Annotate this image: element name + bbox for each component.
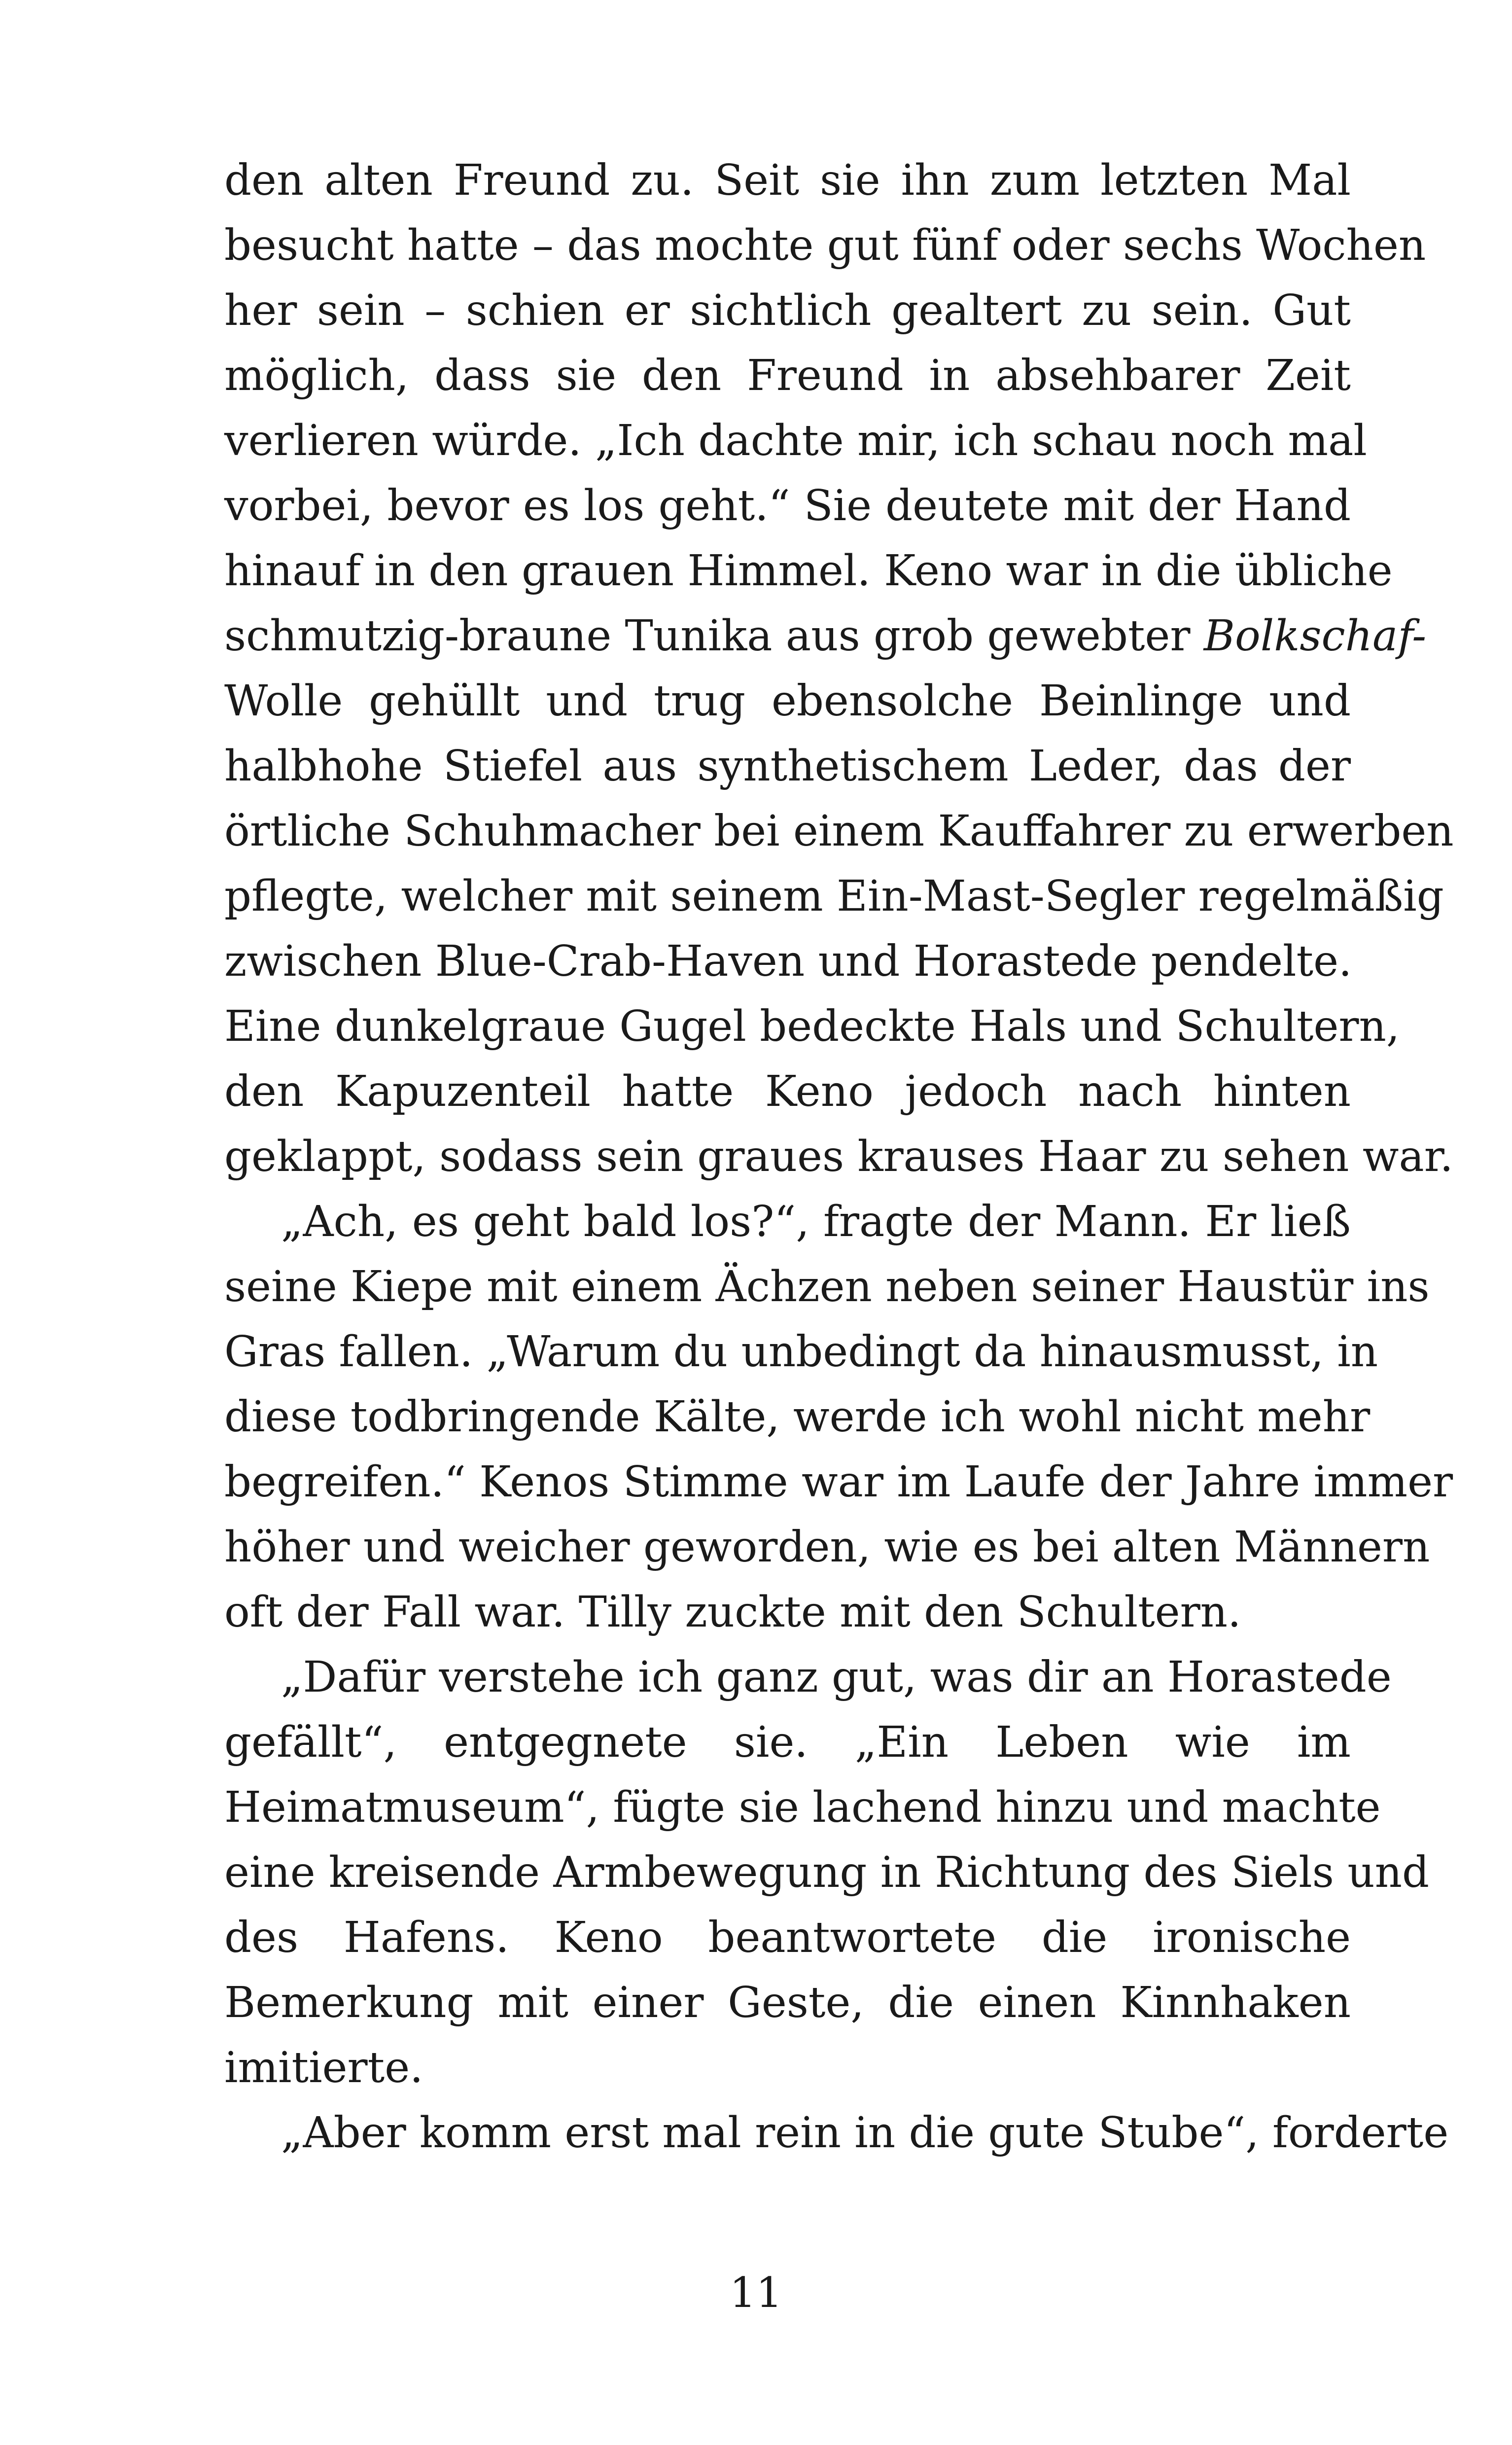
text-line-content: imitierte. (224, 2043, 423, 2092)
text-line (224, 473, 1351, 538)
text-line (224, 408, 1367, 473)
text-line-content: „Dafür verstehe ich ganz gut, was dir an Horastede (281, 1653, 1392, 1702)
text-line-content: zwischen Blue-Crab-Haven und Horastede pendelte. (224, 937, 1352, 986)
text-line-content: höher und weicher geworden, wie es bei alten Männern (224, 1523, 1430, 1572)
text-line-content: Heimatmuseum“, fügte sie lachend hinzu und machte (224, 1783, 1381, 1832)
text-line-content: gefällt“, entgegnete sie. „Ein Leben wie im (224, 1718, 1351, 1767)
text-line (224, 1254, 1430, 1319)
text-line (224, 864, 1444, 929)
text-line (224, 669, 1351, 734)
text-line (224, 1450, 1453, 1515)
text-line (224, 1319, 1378, 1384)
text-line-content: örtliche Schuhmacher bei einem Kauffahrer zu erwerben (224, 807, 1454, 856)
text-line (224, 1384, 1371, 1450)
text-line-content: Bemerkung mit einer Geste, die einen Kinnhaken (224, 1978, 1351, 2027)
text-line (224, 1905, 1351, 1970)
text-line-content: oft der Fall war. Tilly zuckte mit den Schultern. (224, 1588, 1241, 1637)
text-line (224, 1059, 1351, 1124)
text-line (224, 2100, 1449, 2165)
text-line (224, 929, 1351, 994)
body-text (224, 148, 1454, 2165)
text-line (224, 734, 1351, 799)
text-line (224, 1775, 1381, 1840)
text-line (224, 799, 1454, 864)
italic-word: Bolkschaf- (1203, 611, 1427, 661)
text-line-content: schmutzig-braune Tunika aus grob gewebter (224, 611, 1204, 661)
text-line-content: geklappt, sodass sein graues krauses Haar zu sehen war. (224, 1132, 1453, 1181)
text-line (224, 343, 1351, 408)
text-line (224, 1515, 1430, 1580)
text-line (224, 2035, 1351, 2100)
text-line (224, 1645, 1392, 1710)
text-line-content: her sein – schien er sichtlich gealtert zu sein. Gut (224, 286, 1351, 335)
text-line-content: hinauf in den grauen Himmel. Keno war in die übliche (224, 546, 1393, 596)
text-line-content: halbhohe Stiefel aus synthetischem Leder, das der (224, 742, 1351, 791)
text-line-content: vorbei, bevor es los geht.“ Sie deutete mit der Hand (224, 481, 1351, 531)
text-line-content: eine kreisende Armbewegung in Richtung des Siels und (224, 1848, 1430, 1897)
text-line-content: den Kapuzenteil hatte Keno jedoch nach hinten (224, 1067, 1351, 1116)
text-line (224, 603, 1427, 669)
text-line-content: begreifen.“ Kenos Stimme war im Laufe der Jahre immer (224, 1457, 1453, 1507)
text-line-content: „Ach, es geht bald los?“, fragte der Mann. Er ließ (281, 1197, 1351, 1246)
text-line-content: verlieren würde. „Ich dachte mir, ich schau noch mal (224, 416, 1367, 465)
text-line (224, 1124, 1453, 1189)
text-line-content: Gras fallen. „Warum du unbedingt da hinausmusst, in (224, 1327, 1378, 1377)
text-line (224, 1710, 1351, 1775)
text-line-content: des Hafens. Keno beantwortete die ironische (224, 1913, 1351, 1962)
text-line (224, 213, 1426, 278)
text-line-content: Wolle gehüllt und trug ebensolche Beinlinge und (224, 676, 1351, 726)
text-line (224, 1970, 1351, 2035)
text-line (224, 1580, 1351, 1645)
text-line (224, 278, 1351, 343)
text-line-content: seine Kiepe mit einem Ächzen neben seiner Haustür ins (224, 1262, 1430, 1311)
text-line (224, 1840, 1430, 1905)
text-line (224, 1189, 1351, 1254)
text-line-content: besucht hatte – das mochte gut fünf oder sechs Wochen (224, 221, 1426, 270)
text-line-content: Eine dunkelgraue Gugel bedeckte Hals und Schultern, (224, 1002, 1400, 1051)
text-line-content: möglich, dass sie den Freund in absehbarer Zeit (224, 351, 1351, 400)
text-line (224, 538, 1393, 603)
text-line (224, 994, 1400, 1059)
text-line (224, 148, 1351, 213)
text-line-content: pflegte, welcher mit seinem Ein-Mast-Segler regelmäßig (224, 872, 1444, 921)
text-line-content: den alten Freund zu. Seit sie ihn zum letzten Mal (224, 156, 1351, 205)
page-number: 11 (730, 2268, 782, 2317)
text-line-content: „Aber komm erst mal rein in die gute Stube“, forderte (281, 2108, 1449, 2158)
text-line-content: diese todbringende Kälte, werde ich wohl nicht mehr (224, 1392, 1371, 1442)
